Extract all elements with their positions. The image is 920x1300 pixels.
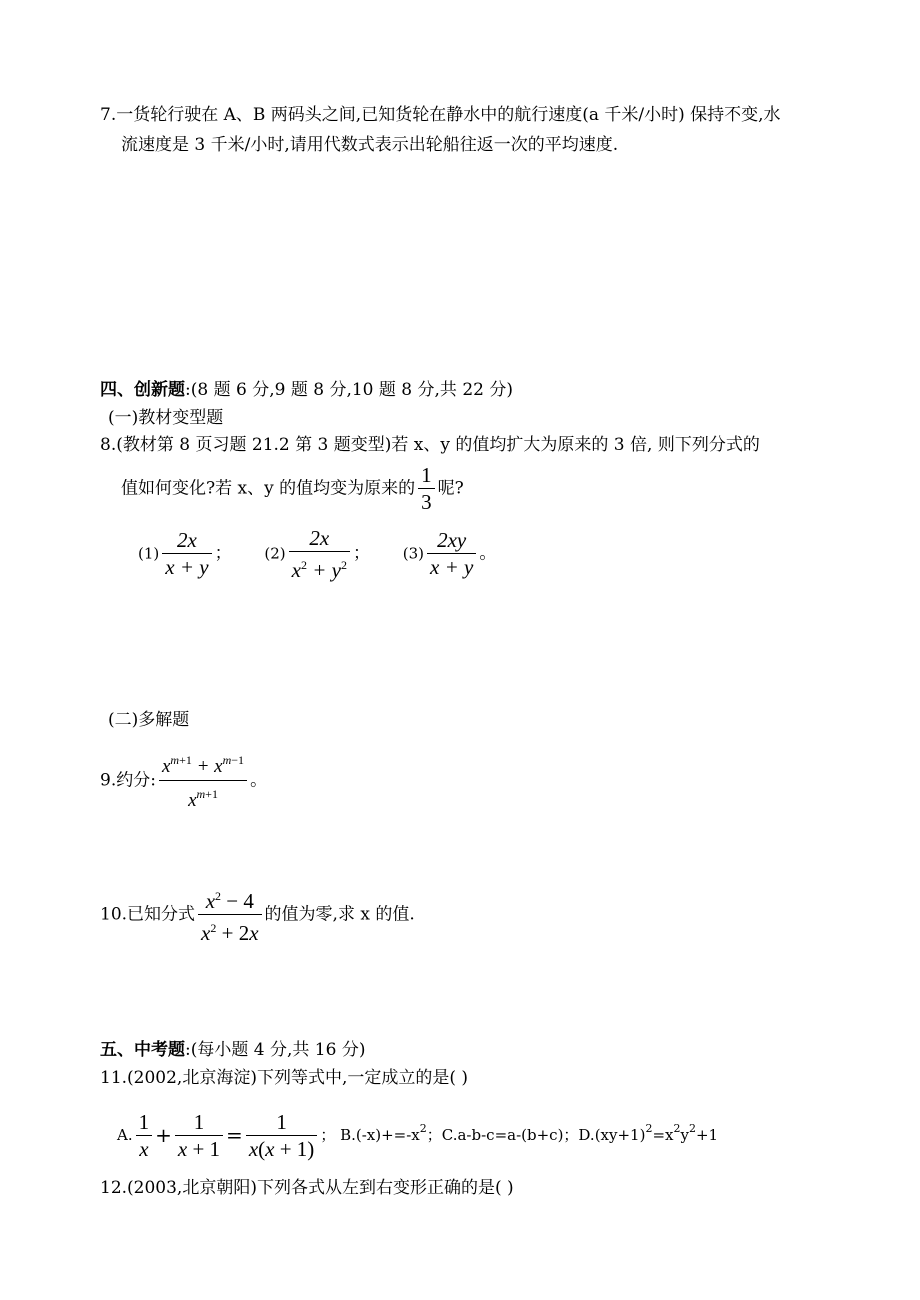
q11-stem: 11.(2002,北京海淀)下列等式中,一定成立的是( ) xyxy=(100,1068,469,1088)
q8-item2-label: (2) xyxy=(264,544,286,563)
section4-sub2: (二)多解题 xyxy=(108,710,190,730)
q8-expressions xyxy=(138,524,496,583)
q11-a-frac2: $\frac{1}{x + 1}$ xyxy=(175,1109,223,1162)
q10-prefix: 10.已知分式 xyxy=(100,904,196,925)
q9-fraction: $\frac{x^{m+1} + x^{m-1}}{x^{m+1}}$ xyxy=(159,747,247,814)
q12-stem: 12.(2003,北京朝阳)下列各式从左到右变形正确的是( ) xyxy=(100,1178,514,1198)
q10-suffix: 的值为零,求 x 的值. xyxy=(264,904,415,925)
q8-item1-label: (1) xyxy=(138,544,160,563)
section5-desc: :(每小题 4 分,共 16 分) xyxy=(185,1040,366,1060)
q8-item1-fraction: $\frac{2x}{x + y}$ xyxy=(162,527,211,580)
q8-line1: 8.(教材第 8 页习题 21.2 第 3 题变型)若 x、y 的值均扩大为原来的 3 倍, 则下列分式的 xyxy=(100,435,760,455)
q10-fraction: $\frac{x^2 - 4}{x^2 + 2x}$ xyxy=(198,883,262,946)
q11-option-d: =x xyxy=(652,1126,674,1144)
q8-line2-pre: 值如何变化?若 x、y 的值均变为原来的 xyxy=(121,478,416,499)
section5-title: 五、中考题 xyxy=(100,1040,185,1060)
q9-prefix: 9.约分: xyxy=(100,770,156,791)
q8-item2-fraction: $\frac{2x}{x^2 + y^2}$ xyxy=(289,525,350,583)
one-third-fraction: $\frac{1}{3}$ xyxy=(418,462,435,515)
q11-option-c: ；C.a-b-c=a-(b+c)；D.(xy+1) xyxy=(426,1126,646,1144)
q8-item3-fraction: $\frac{2xy}{x + y}$ xyxy=(427,527,476,580)
section4-title: 四、创新题 xyxy=(100,380,185,400)
section4-sub1: (一)教材变型题 xyxy=(108,408,224,428)
q7-line2: 流速度是 3 千米/小时,请用代数式表示出轮船往返一次的平均速度. xyxy=(121,135,619,155)
section4-heading xyxy=(100,378,513,402)
q11-a-frac1: $\frac{1}{x}$ xyxy=(136,1109,153,1162)
q11-option-b: ； B.(-x)+=-x xyxy=(320,1126,420,1144)
section4-desc: :(8 题 6 分,9 题 8 分,10 题 8 分,共 22 分) xyxy=(185,380,513,400)
q9-line xyxy=(100,747,267,814)
q8-line2 xyxy=(121,460,464,517)
section5-heading xyxy=(100,1038,365,1062)
q8-item1-sep: ； xyxy=(214,543,232,564)
q7-line1: 7.一货轮行驶在 A、B 两码头之间,已知货轮在静水中的航行速度(a 千米/小时) 保持不变,水 xyxy=(100,105,781,125)
q8-item3-label: (3) xyxy=(402,544,425,563)
q11-a-frac3: $\frac{1}{x(x + 1)}$ xyxy=(246,1109,318,1162)
q11-option-a-label: A. xyxy=(117,1126,133,1144)
q10-line xyxy=(100,883,415,946)
q8-item3-sep: 。 xyxy=(479,543,497,564)
q9-suffix: 。 xyxy=(250,770,268,791)
q8-item2-sep: ； xyxy=(352,543,370,564)
q8-line2-post: 呢? xyxy=(437,478,464,499)
q11-options: A. $\frac{1}{x}$ + $\frac{1}{x + 1}$ = $\frac{1}{x(x + 1)}$ ； $B.(-x)+=-x^2$；C.a-b-c=a-(b+c)；$D.(xy+1)^2=x^2y^2+1$ xyxy=(117,1109,719,1161)
